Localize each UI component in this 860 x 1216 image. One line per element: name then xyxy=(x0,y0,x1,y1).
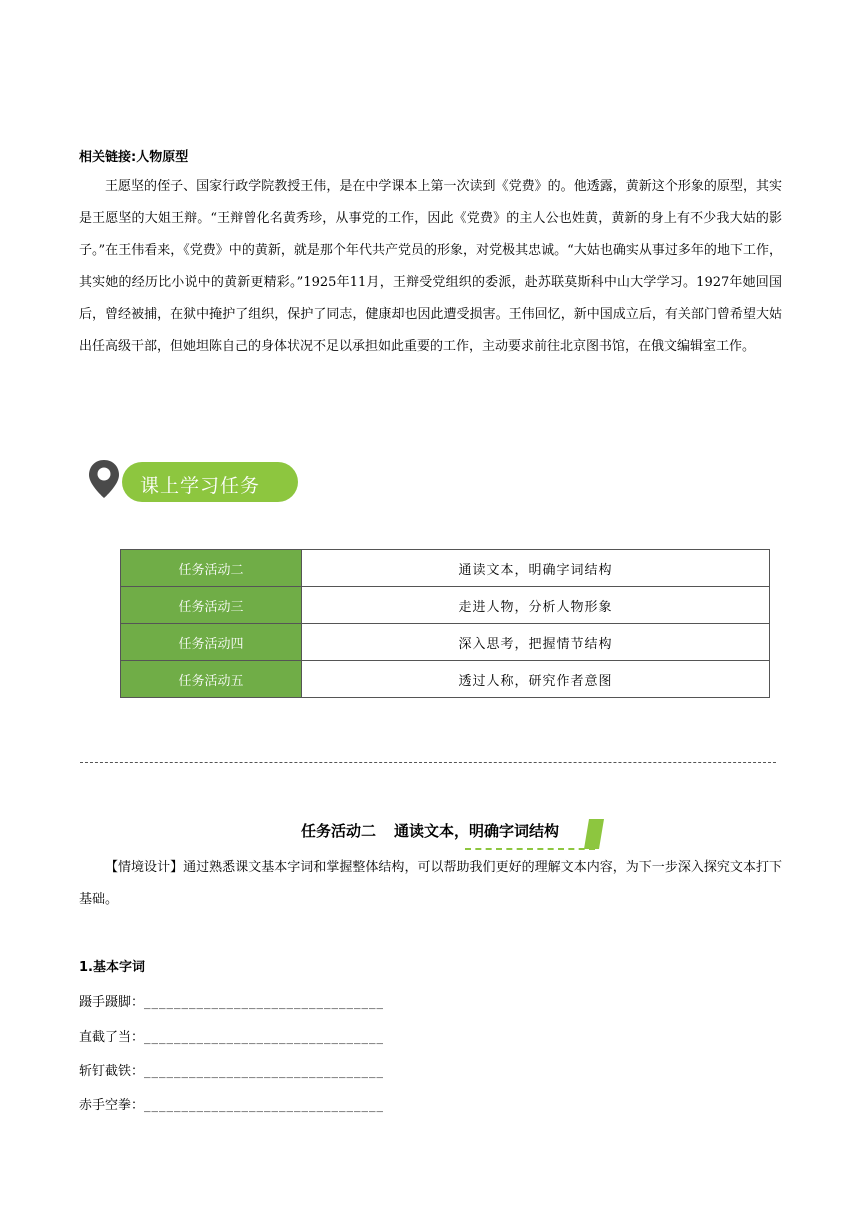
section-divider xyxy=(80,762,776,763)
table-row xyxy=(121,587,770,624)
task-name: 任务活动三 xyxy=(121,587,302,624)
vocab-term: 斩钉截铁： xyxy=(79,1064,145,1079)
activity-name: 任务活动二 xyxy=(300,822,376,840)
vocab-term: 直截了当： xyxy=(79,1030,145,1045)
task-desc: 走进人物，分析人物形象 xyxy=(302,587,770,624)
activity-title xyxy=(0,820,860,841)
task-desc: 通读文本，明确字词结构 xyxy=(302,550,770,587)
vocab-item xyxy=(79,1094,384,1113)
vocab-term: 蹑手蹑脚： xyxy=(79,995,145,1010)
location-pin-icon xyxy=(86,458,122,500)
badge-pill xyxy=(122,462,298,502)
vocab-item xyxy=(79,1026,384,1045)
related-link-title: 相关链接:人物原型 xyxy=(79,150,189,165)
vocab-item xyxy=(79,1060,384,1079)
vocab-title: 1.基本字词 xyxy=(79,960,145,975)
table-row xyxy=(121,661,770,698)
scene-design-text: 【情境设计】通过熟悉课文基本字词和掌握整体结构，可以帮助我们更好的理解文本内容，为下一步深入探究文本打下基础。 xyxy=(79,860,782,907)
table-row xyxy=(121,624,770,661)
vocab-item xyxy=(79,991,384,1010)
vocab-blank[interactable]: ________________________________ xyxy=(144,1030,385,1045)
task-table xyxy=(120,549,770,698)
vocab-term: 赤手空拳： xyxy=(79,1098,145,1113)
vocab-blank[interactable]: ________________________________ xyxy=(144,995,385,1010)
related-paragraph: 王愿坚的侄子、国家行政学院教授王伟，是在中学课本上第一次读到《党费》的。他透露，黄新这个形象的原型，其实是王愿坚的大姐王辩。“王辩曾化名黄秀珍，从事党的工作，因此《党费》的主人公也姓黄，黄新的身上有不少我大姑的影子。”在王伟看来，《党费》中的黄新，就是那个年代共产党员的形象，对党极其忠诚。“大姑也确实从事过多年的地下工作，其实她的经历比小说中的黄新更精彩。”1925年11月，王辩受党组织的委派，赴苏联莫斯科中山大学学习。1927年她回国后，曾经被捕，在狱中掩护了组织，保护了同志，健康却也因此遭受损害。王伟回忆，新中国成立后，有关部门曾希望大姑出任高级干部，但她坦陈自己的身体状况不足以承担如此重要的工作，主动要求前往北京图书馆，在俄文编辑室工作。 xyxy=(79,179,782,354)
section-badge xyxy=(86,458,301,506)
task-name: 任务活动五 xyxy=(121,661,302,698)
task-name: 任务活动四 xyxy=(121,624,302,661)
vocab-blank[interactable]: ________________________________ xyxy=(144,1098,385,1113)
title-accent-mark xyxy=(583,818,605,850)
vocab-blank[interactable]: ________________________________ xyxy=(144,1064,385,1079)
task-name: 任务活动二 xyxy=(121,550,302,587)
task-desc: 深入思考，把握情节结构 xyxy=(302,624,770,661)
task-desc: 透过人称，研究作者意图 xyxy=(302,661,770,698)
badge-label: 课上学习任务 xyxy=(140,475,261,497)
activity-subtitle: 通读文本，明确字词结构 xyxy=(394,822,560,840)
table-row xyxy=(121,550,770,587)
title-underline xyxy=(465,848,595,850)
